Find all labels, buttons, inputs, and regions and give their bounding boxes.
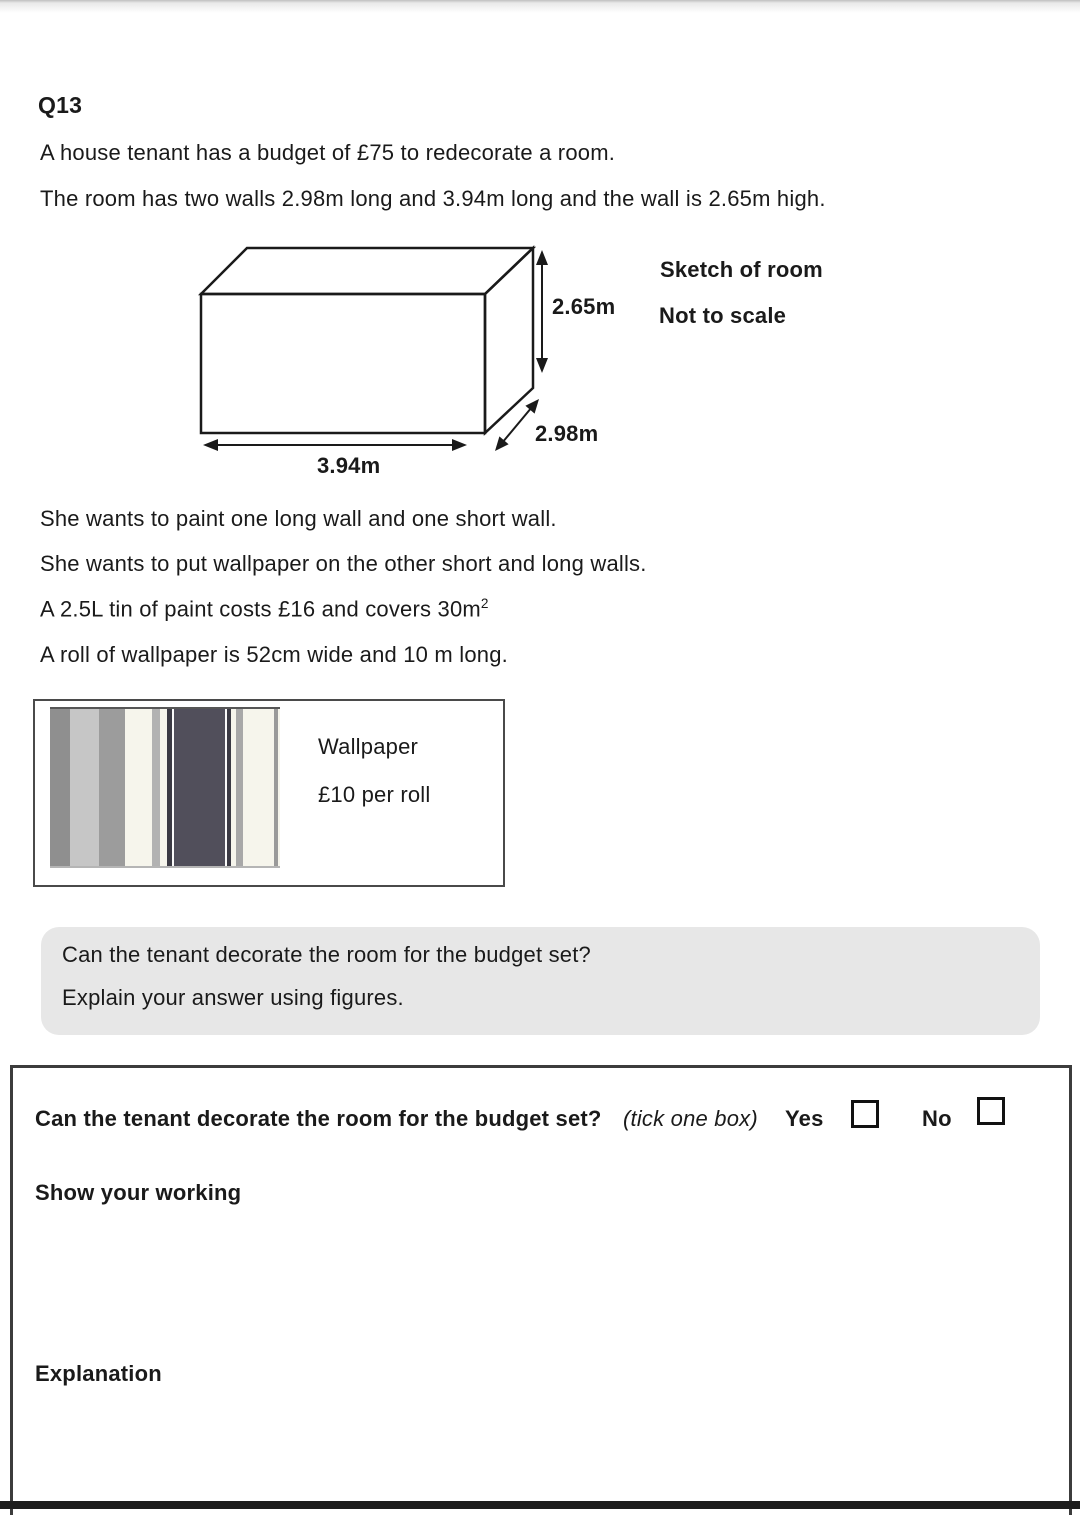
cuboid-right-face — [485, 248, 533, 433]
page-bottom-edge — [0, 1501, 1080, 1509]
wallpaper-stripe — [174, 709, 225, 866]
show-working-label: Show your working — [35, 1180, 242, 1205]
answer-question: Can the tenant decorate the room for the budget set? — [35, 1106, 602, 1131]
tick-one-box-instruction: (tick one box) — [623, 1106, 758, 1131]
height-dimension-label: 2.65m — [552, 294, 616, 319]
not-to-scale-label: Not to scale — [659, 303, 787, 328]
wallpaper-stripe — [70, 709, 99, 866]
wallpaper-stripes — [50, 707, 280, 868]
no-checkbox[interactable] — [977, 1097, 1005, 1125]
wallpaper-price: £10 per roll — [318, 782, 431, 807]
cuboid-top-face — [201, 248, 533, 294]
working-area[interactable] — [16, 1218, 1066, 1358]
fact-paint-walls: She wants to paint one long wall and one short wall. — [40, 506, 557, 531]
explanation-label: Explanation — [35, 1361, 162, 1386]
intro-line-1: A house tenant has a budget of £75 to redecorate a room. — [40, 140, 616, 165]
fact-paint-cost — [40, 596, 489, 622]
page-top-edge — [0, 0, 1080, 13]
no-label: No — [922, 1106, 952, 1131]
fact-wallpaper-walls: She wants to put wallpaper on the other short and long walls. — [40, 551, 647, 576]
width-dimension-label: 3.94m — [317, 453, 381, 478]
depth-dimension-arrow — [495, 399, 539, 451]
answer-box — [10, 1065, 1072, 1515]
explanation-area[interactable] — [16, 1403, 1066, 1513]
fact-roll-size: A roll of wallpaper is 52cm wide and 10 m long. — [40, 642, 508, 667]
prompt-line-1: Can the tenant decorate the room for the budget set? — [62, 942, 591, 967]
yes-label: Yes — [785, 1106, 824, 1131]
wallpaper-stripe — [243, 709, 274, 866]
wallpaper-label: Wallpaper — [318, 734, 419, 759]
wallpaper-stripe — [152, 709, 160, 866]
wallpaper-sample-box — [33, 699, 505, 887]
wallpaper-stripe — [278, 709, 280, 866]
intro-line-2: The room has two walls 2.98m long and 3.94m long and the wall is 2.65m high. — [40, 186, 826, 211]
prompt-line-2: Explain your answer using figures. — [62, 985, 404, 1010]
yes-checkbox[interactable] — [851, 1100, 879, 1128]
depth-dimension-label: 2.98m — [535, 421, 599, 446]
sketch-title: Sketch of room — [660, 257, 823, 282]
room-sketch — [190, 238, 620, 488]
cuboid-front-face — [201, 294, 485, 433]
question-prompt-box — [41, 927, 1040, 1035]
height-dimension-arrow — [536, 250, 548, 373]
fact-paint-cost-text: A 2.5L tin of paint costs £16 and covers 30m — [40, 596, 481, 622]
wallpaper-stripe — [236, 709, 243, 866]
page-title: Q13 — [38, 92, 83, 118]
wallpaper-stripe — [125, 709, 152, 866]
wallpaper-stripe — [99, 709, 125, 866]
wallpaper-stripe — [160, 709, 167, 866]
squared-superscript: 2 — [480, 596, 489, 611]
wallpaper-stripe — [50, 709, 70, 866]
width-dimension-arrow — [203, 439, 467, 451]
